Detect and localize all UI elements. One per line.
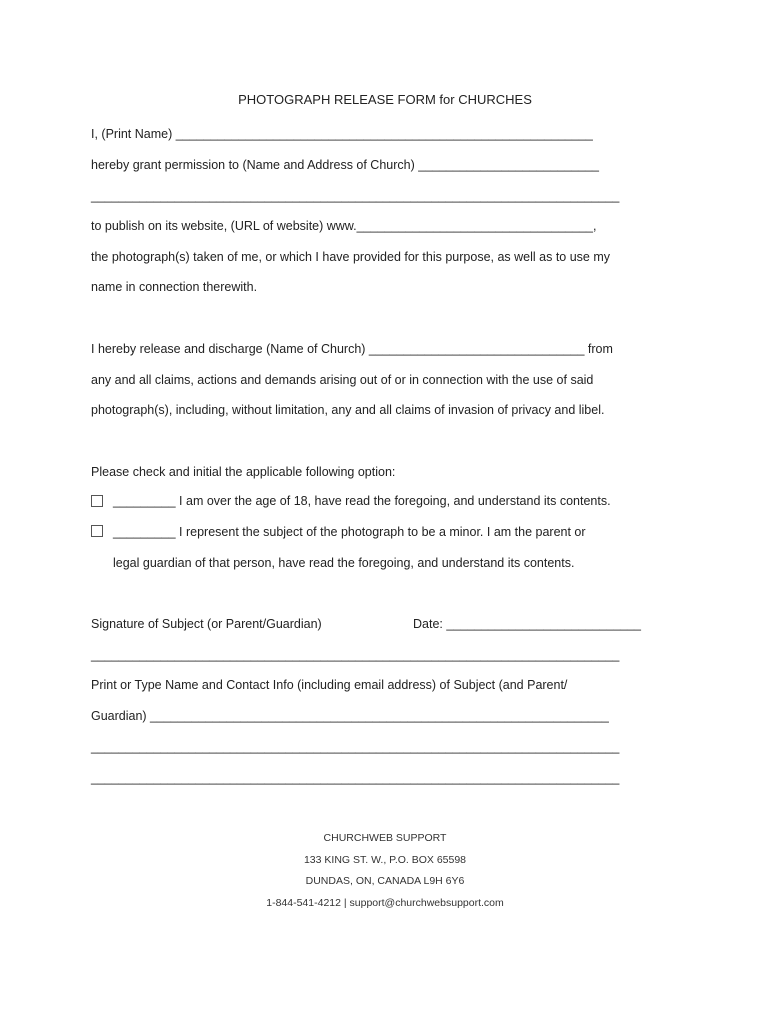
footer-address-1: 133 KING ST. W., P.O. BOX 65598 (303, 854, 467, 866)
church-name-address-line[interactable]: hereby grant permission to (Name and Address of Church) __________________________ (91, 158, 599, 172)
form-title: PHOTOGRAPH RELEASE FORM for CHURCHES (238, 92, 532, 107)
release-church-line[interactable]: I hereby release and discharge (Name of Church) _______________________________ from (91, 342, 613, 356)
contact-info-line[interactable]: Guardian) __________________________________________________________________ (91, 709, 609, 723)
contact-blank-line-2[interactable]: ____________________________________________________________________________ (91, 771, 620, 785)
paragraph2-text-end: photograph(s), including, without limitation, any and all claims of invasion of privacy and libel. (91, 403, 605, 417)
option-minor-text-cont: legal guardian of that person, have read the foregoing, and understand its contents. (113, 556, 575, 570)
footer-org: CHURCHWEB SUPPORT (323, 832, 447, 844)
church-address-blank-line[interactable]: ____________________________________________________________________________ (91, 189, 620, 203)
option-minor-checkbox[interactable] (91, 525, 103, 537)
contact-blank-line-1[interactable]: ____________________________________________________________________________ (91, 740, 620, 754)
options-heading: Please check and initial the applicable following option: (91, 465, 396, 479)
paragraph2-text: any and all claims, actions and demands arising out of or in connection with the use of said (91, 373, 594, 387)
option-adult-text[interactable]: _________ I am over the age of 18, have read the foregoing, and understand its contents. (113, 494, 611, 508)
option-adult-checkbox[interactable] (91, 495, 103, 507)
website-url-line[interactable]: to publish on its website, (URL of website) www.__________________________________, (91, 219, 597, 233)
signature-label: Signature of Subject (or Parent/Guardian) (91, 617, 322, 631)
print-name-line[interactable]: I, (Print Name) ____________________________________________________________ (91, 127, 593, 141)
signature-line[interactable]: ____________________________________________________________________________ (91, 648, 620, 662)
contact-info-label: Print or Type Name and Contact Info (including email address) of Subject (and Parent/ (91, 678, 568, 692)
paragraph1-text: the photograph(s) taken of me, or which I have provided for this purpose, as well as to use my (91, 250, 611, 264)
footer-address-2: DUNDAS, ON, CANADA L9H 6Y6 (305, 875, 465, 887)
paragraph1-text-end: name in connection therewith. (91, 280, 258, 294)
option-minor-text[interactable]: _________ I represent the subject of the photograph to be a minor. I am the parent or (113, 525, 586, 539)
date-line[interactable]: Date: ____________________________ (413, 617, 642, 631)
footer-contact: 1-844-541-4212 | support@churchwebsupport.com (266, 897, 504, 909)
